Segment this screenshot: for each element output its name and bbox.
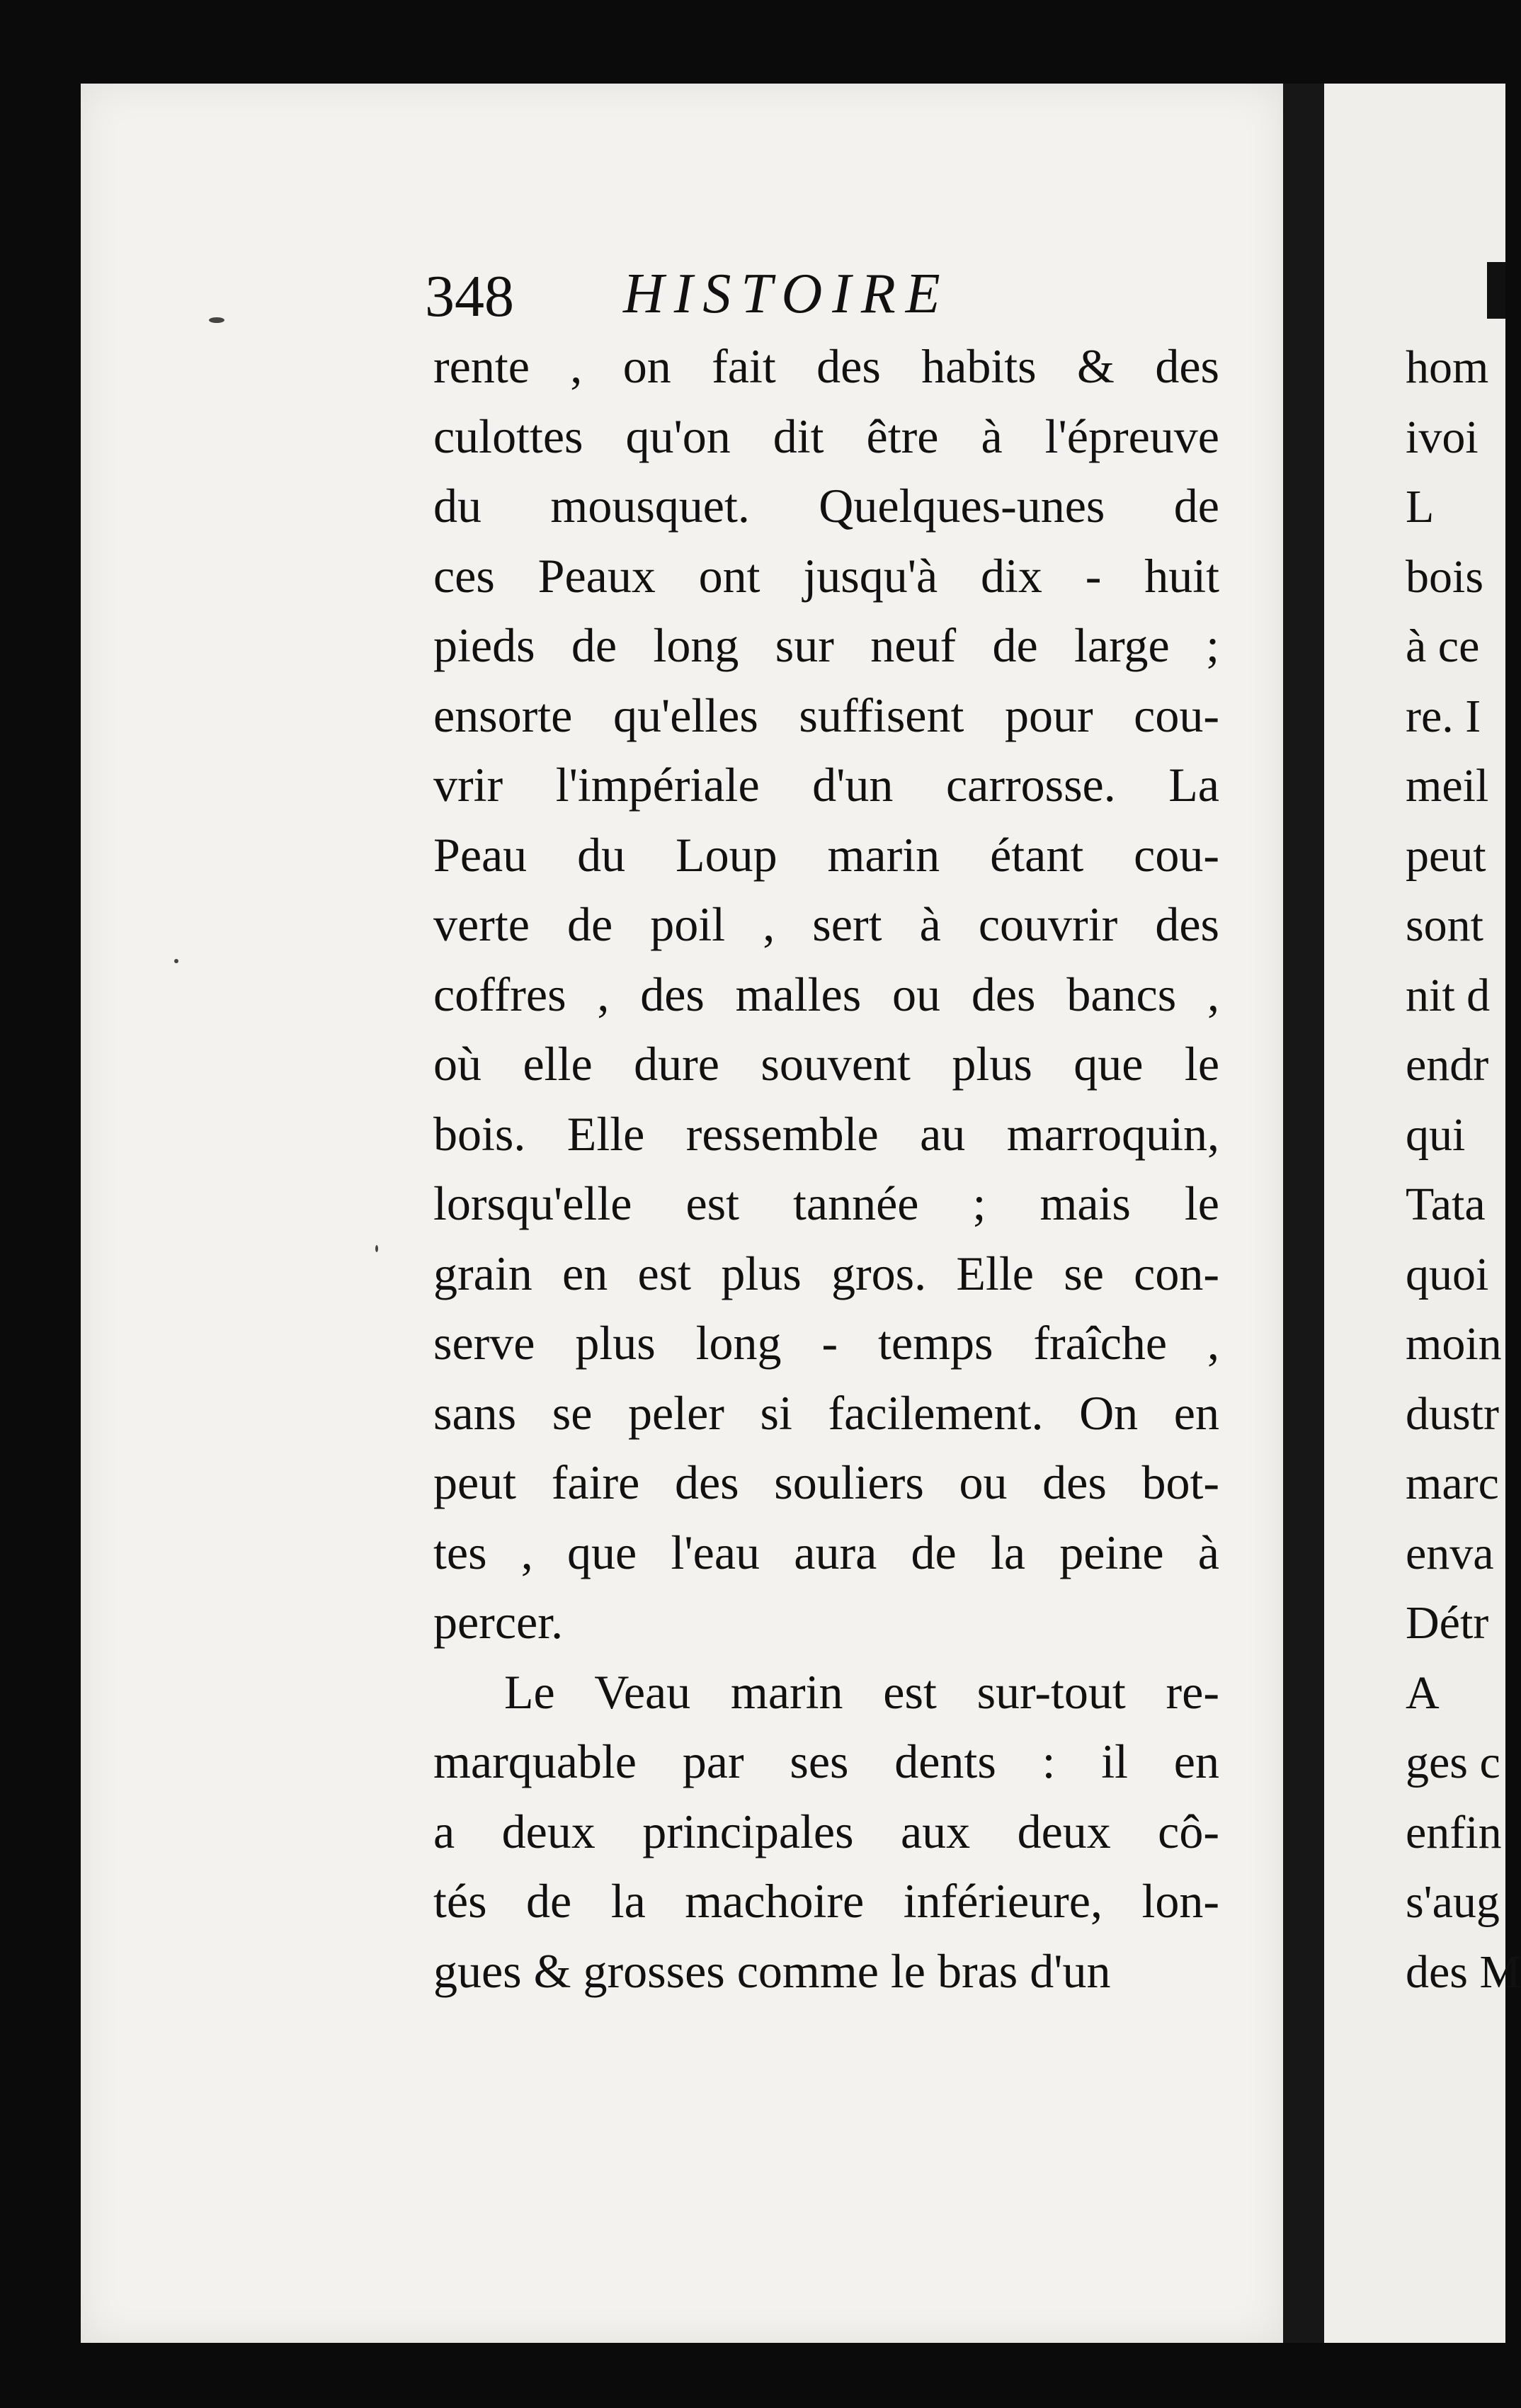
text-line: verte de poil , sert à couvrir des [433,897,1219,951]
right-page-line-fragment: re. I [1406,690,1481,742]
text-line: ces Peaux ont jusqu'à dix - huit [433,548,1219,603]
right-page-line-fragment: ivoi [1406,411,1479,463]
text-line: a deux principales aux deux cô- [433,1804,1219,1858]
text-line: tés de la machoire inférieure, lon- [433,1874,1219,1928]
right-page-line-fragment: A [1406,1666,1440,1719]
right-page-line-fragment: qui [1406,1108,1466,1161]
text-line: tes , que l'eau aura de la peine à [433,1525,1219,1579]
ink-speck [174,959,178,963]
text-line: bois. Elle ressemble au marroquin, [433,1106,1219,1161]
right-page-line-fragment: des M [1406,1946,1521,1998]
book-gutter [1283,84,1324,2343]
page-number: 348 [425,263,514,329]
right-page-line-fragment: enva [1406,1527,1494,1579]
right-page-line-fragment: moin [1406,1318,1502,1370]
text-line: culottes qu'on dit être à l'épreuve [433,409,1219,463]
page-header [425,262,1218,333]
right-page-line-fragment: marc [1406,1458,1499,1509]
running-title: HISTOIRE [623,263,950,325]
ink-speck [209,317,224,323]
right-page-header-fragment [1487,262,1505,319]
text-line: sans se peler si facilement. On en [433,1385,1219,1440]
text-line: Le Veau marin est sur-tout re- [504,1664,1219,1719]
right-page-line-fragment: quoi [1406,1248,1489,1300]
right-page-text [1406,333,1521,2007]
text-line: serve plus long - temps fraîche , [433,1316,1219,1370]
right-page-line-fragment: s'aug [1406,1876,1500,1928]
text-line: marquable par ses dents : il en [433,1734,1219,1788]
text-line: pieds de long sur neuf de large ; [433,618,1219,672]
text-line: Peau du Loup marin étant cou- [433,827,1219,882]
text-line: peut faire des souliers ou des bot- [433,1455,1219,1509]
right-page-line-fragment: Détr [1406,1597,1489,1649]
right-page-line-fragment: peut [1406,829,1486,882]
body-text [433,331,1219,2006]
right-page-line-fragment: L [1406,481,1435,533]
text-line: percer. [433,1595,564,1649]
right-page-line-fragment: Tata [1406,1179,1486,1230]
right-page-line-fragment: nit d [1406,969,1491,1021]
right-page-line-fragment: sont [1406,899,1484,951]
text-line: grain en est plus gros. Elle se con- [433,1246,1219,1300]
text-line: lorsqu'elle est tannée ; mais le [433,1176,1219,1230]
right-page-line-fragment: enfin [1406,1806,1502,1858]
text-line: où elle dure souvent plus que le [433,1037,1219,1091]
right-page-line-fragment: hom [1406,341,1489,393]
text-line: coffres , des malles ou des bancs , [433,967,1219,1021]
text-line: vrir l'impériale d'un carrosse. La [433,758,1219,812]
right-page-line-fragment: bois [1406,550,1484,603]
right-page-line-fragment: à ce [1406,620,1480,672]
right-page-line-fragment: endr [1406,1039,1489,1091]
text-line: ensorte qu'elles suffisent pour cou- [433,688,1219,742]
right-page-line-fragment: dustr [1406,1387,1499,1440]
text-line: du mousquet. Quelques-unes de [433,479,1219,533]
right-page-line-fragment: ges c [1406,1737,1500,1788]
text-line: gues & grosses comme le bras d'un [433,1943,1111,1998]
ink-speck [375,1245,378,1252]
text-line: rente , on fait des habits & des [433,339,1219,393]
right-page-line-fragment: meil [1406,760,1489,812]
